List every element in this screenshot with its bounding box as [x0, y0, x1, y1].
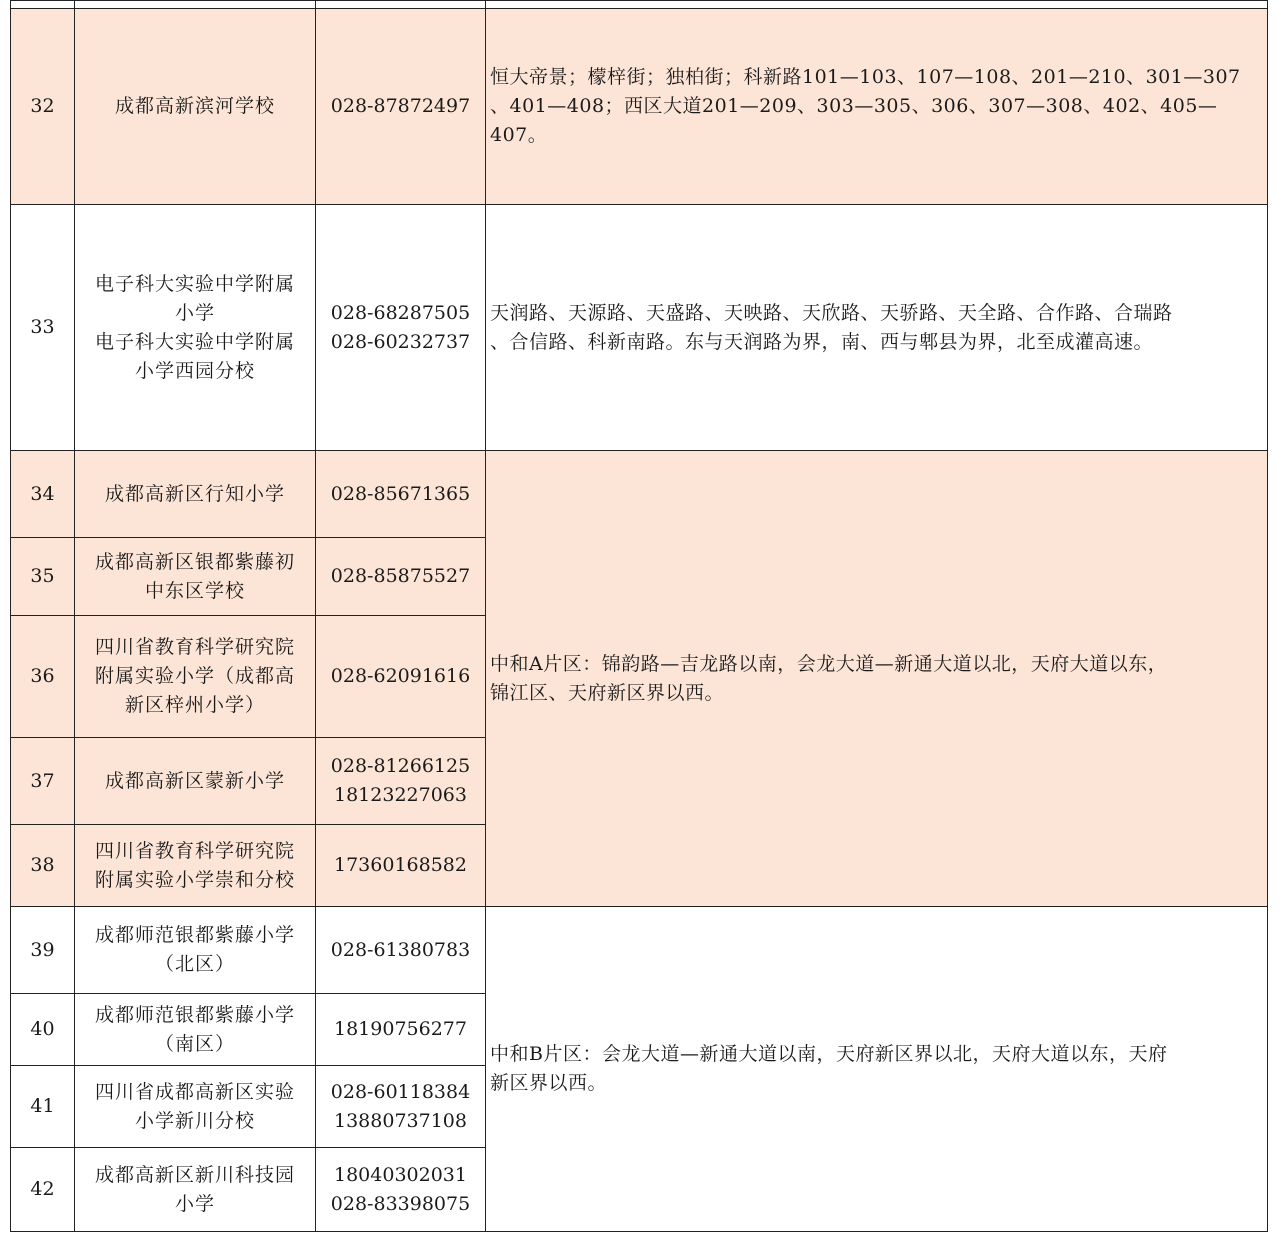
table-row-previous-partial — [11, 1, 1268, 9]
school-phone: 028-61380783 — [316, 907, 486, 994]
zone-a-description: 中和A片区：锦韵路—吉龙路以南，会龙大道—新通大道以北，天府大道以东， 锦江区、天府新区界以西。 — [486, 451, 1268, 907]
school-phone: 028-81266125 18123227063 — [316, 738, 486, 825]
school-phone: 028-85671365 — [316, 451, 486, 538]
school-number: 35 — [11, 538, 75, 616]
school-number: 38 — [11, 825, 75, 907]
school-number: 39 — [11, 907, 75, 994]
cell-name — [75, 1, 316, 9]
school-name: 成都高新区行知小学 — [75, 451, 316, 538]
school-name: 成都师范银都紫藤小学 （北区） — [75, 907, 316, 994]
school-name: 四川省教育科学研究院 附属实验小学崇和分校 — [75, 825, 316, 907]
school-number: 42 — [11, 1148, 75, 1232]
school-zone-table — [10, 0, 1268, 1232]
school-phone: 028-60118384 13880737108 — [316, 1066, 486, 1148]
school-name: 成都高新区新川科技园 小学 — [75, 1148, 316, 1232]
school-name: 四川省教育科学研究院 附属实验小学（成都高 新区梓州小学） — [75, 616, 316, 738]
school-phone: 028-62091616 — [316, 616, 486, 738]
school-name: 电子科大实验中学附属 小学 电子科大实验中学附属 小学西园分校 — [75, 205, 316, 451]
school-number: 37 — [11, 738, 75, 825]
school-phone: 028-68287505 028-60232737 — [316, 205, 486, 451]
cell-no — [11, 1, 75, 9]
school-number: 33 — [11, 205, 75, 451]
school-number: 36 — [11, 616, 75, 738]
school-name: 成都高新滨河学校 — [75, 9, 316, 205]
school-phone: 028-87872497 — [316, 9, 486, 205]
school-phone: 17360168582 — [316, 825, 486, 907]
cell-area — [486, 1, 1268, 9]
school-name: 成都高新区银都紫藤初 中东区学校 — [75, 538, 316, 616]
table-row — [11, 205, 1268, 451]
school-phone: 028-85875527 — [316, 538, 486, 616]
school-name: 成都高新区蒙新小学 — [75, 738, 316, 825]
school-phone: 18190756277 — [316, 994, 486, 1066]
school-number: 34 — [11, 451, 75, 538]
school-name: 四川省成都高新区实验 小学新川分校 — [75, 1066, 316, 1148]
table-row — [11, 9, 1268, 205]
school-name: 成都师范银都紫藤小学 （南区） — [75, 994, 316, 1066]
school-number: 32 — [11, 9, 75, 205]
zone-description: 恒大帝景；檬梓街；独柏街；科新路101—103、107—108、201—210、301—307 、401—408；西区大道201—209、303—305、306、307—308、402、405—407。 — [486, 9, 1268, 205]
school-phone: 18040302031 028-83398075 — [316, 1148, 486, 1232]
zone-b-description: 中和B片区：会龙大道—新通大道以南，天府新区界以北，天府大道以东，天府 新区界以西。 — [486, 907, 1268, 1232]
school-number: 41 — [11, 1066, 75, 1148]
zone-description: 天润路、天源路、天盛路、天映路、天欣路、天骄路、天全路、合作路、合瑞路 、合信路、科新南路。东与天润路为界，南、西与郫县为界，北至成灌高速。 — [486, 205, 1268, 451]
school-number: 40 — [11, 994, 75, 1066]
table-row — [11, 451, 1268, 538]
table-row — [11, 907, 1268, 994]
cell-phone — [316, 1, 486, 9]
